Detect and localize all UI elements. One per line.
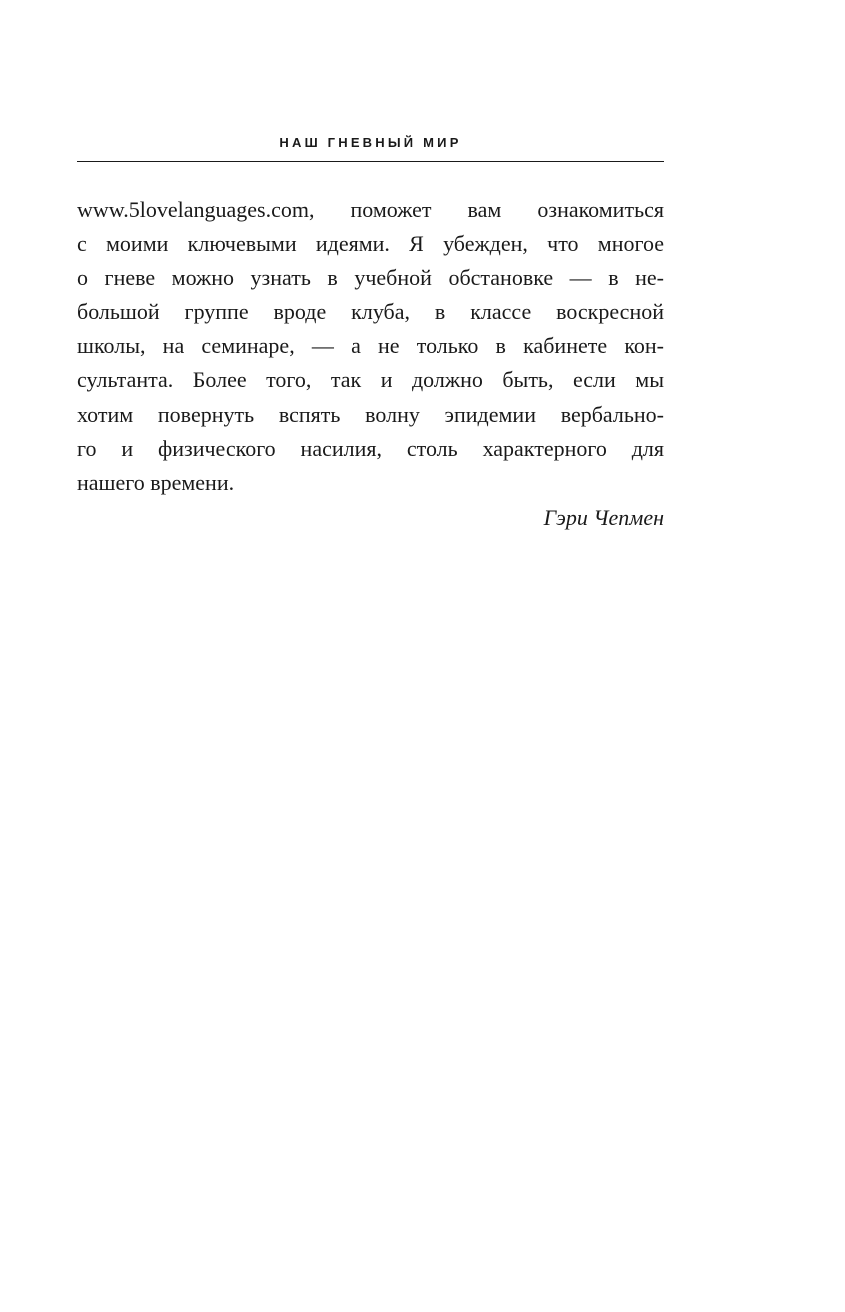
- body-paragraph: [77, 193, 664, 500]
- paragraph-line: сультанта. Более того, так и должно быть, если мы: [77, 367, 664, 393]
- running-head: НАШ ГНЕВНЫЙ МИР: [279, 135, 462, 150]
- paragraph-line: хотим повернуть вспять волну эпидемии вербально-: [77, 401, 664, 427]
- header-rule: [77, 161, 664, 162]
- paragraph-line: нашего времени.: [77, 469, 235, 495]
- paragraph-line: школы, на семинаре, — а не только в кабинете кон-: [77, 333, 664, 359]
- paragraph-line: большой группе вроде клуба, в классе воскресной: [77, 299, 664, 325]
- paragraph-line: с моими ключевыми идеями. Я убежден, что многое: [77, 231, 664, 257]
- paragraph-line: www.5lovelanguages.com, поможет вам ознакомиться: [77, 197, 664, 222]
- paragraph-line: го и физического насилия, столь характерного для: [77, 435, 664, 461]
- paragraph-line: о гневе можно узнать в учебной обстановке — в не-: [77, 265, 664, 291]
- author-signature: Гэри Чепмен: [543, 505, 664, 530]
